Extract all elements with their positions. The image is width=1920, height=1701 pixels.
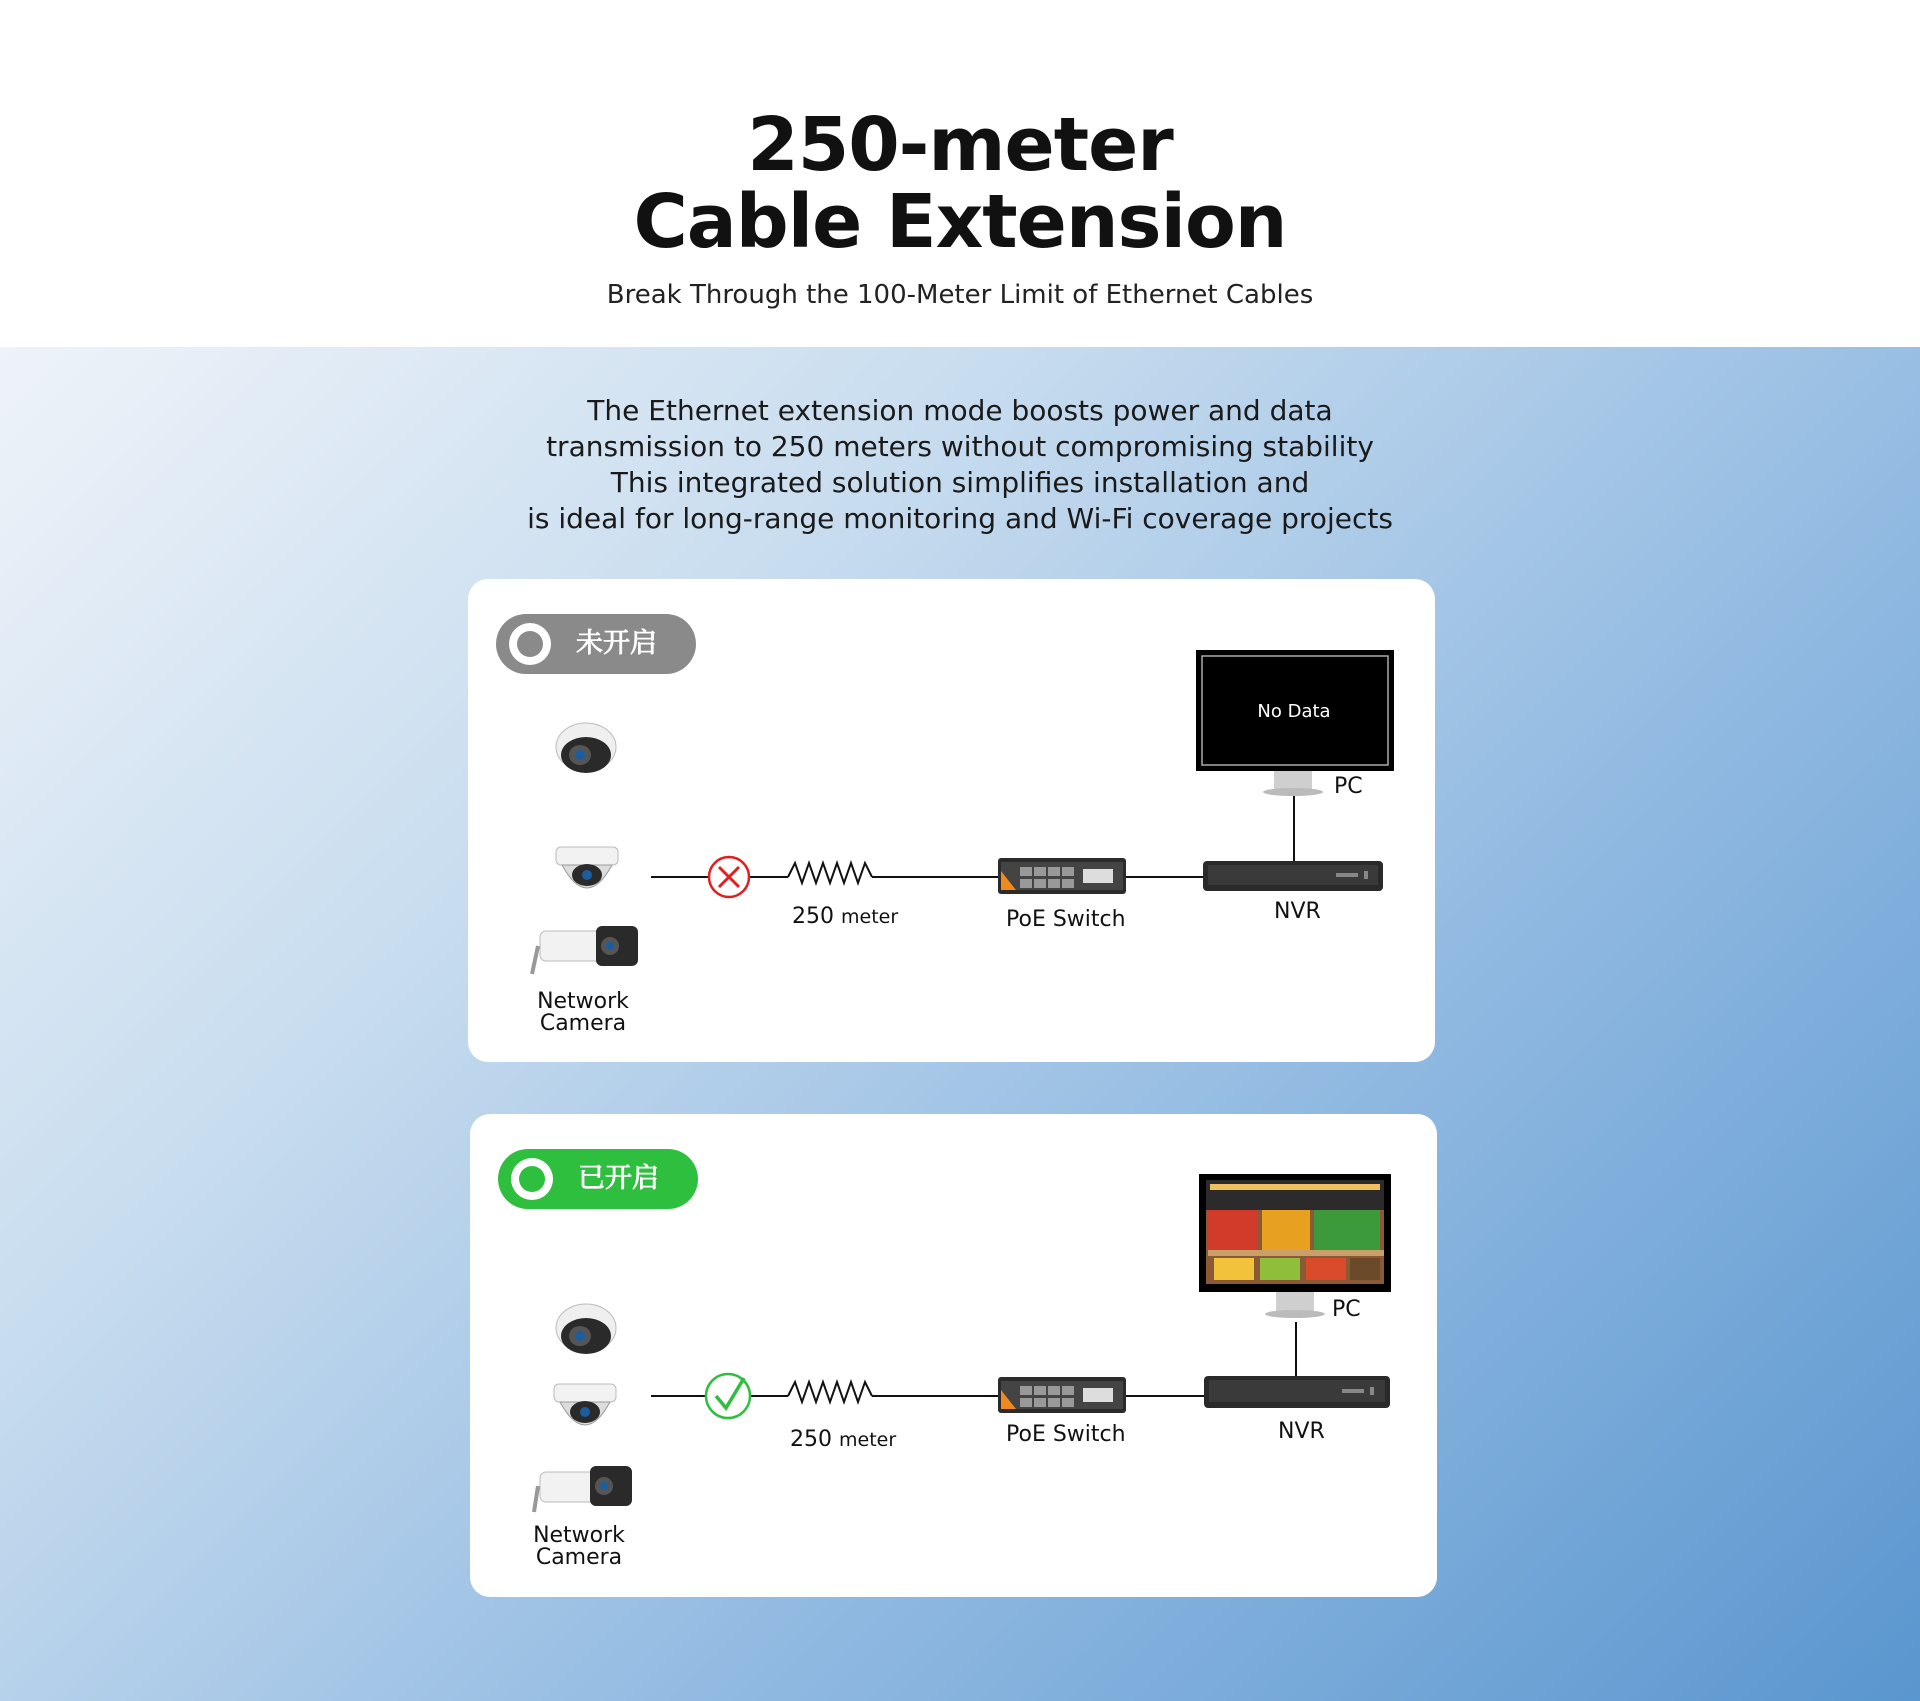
switch-label: PoE Switch (1006, 1422, 1126, 1447)
bullet-camera-icon (534, 1466, 632, 1512)
nvr-label: NVR (1274, 899, 1321, 924)
status-ring-icon (511, 1158, 553, 1200)
poe-switch-icon (998, 858, 1126, 894)
dome-camera-icon (556, 847, 618, 888)
page-title-line2: Cable Extension (633, 179, 1287, 265)
distance-label (790, 1427, 896, 1452)
status-badge-off (496, 614, 696, 674)
cable-coil-icon (788, 1382, 872, 1402)
camera-label (513, 991, 653, 1035)
header (0, 0, 1920, 347)
status-label: 未开启 (576, 628, 657, 659)
description-line: is ideal for long-range monitoring and Wi-Fi coverage projects (527, 502, 1393, 535)
camera-label-line2: Camera (539, 1011, 627, 1036)
bullet-camera-icon (532, 926, 638, 974)
description-line: The Ethernet extension mode boosts power and data (587, 394, 1333, 427)
nvr-icon (1203, 861, 1383, 891)
pc-monitor-icon (1199, 1174, 1391, 1318)
status-label: 已开启 (578, 1163, 659, 1194)
screen-text: No Data (1257, 701, 1331, 722)
status-ring-icon (509, 623, 551, 665)
dome-camera-icon (554, 1384, 616, 1425)
cable-coil-icon (788, 863, 872, 883)
turret-camera-icon (556, 1304, 616, 1354)
turret-camera-icon (556, 723, 616, 773)
distance-unit: meter (839, 1429, 897, 1451)
description (0, 393, 1920, 537)
pc-label: PC (1334, 774, 1363, 799)
fail-x-icon (709, 857, 749, 897)
distance-unit: meter (841, 906, 899, 928)
pc-label: PC (1332, 1297, 1361, 1322)
status-badge-on (498, 1149, 698, 1209)
page-title-line1: 250-meter (747, 102, 1173, 188)
success-check-icon (706, 1374, 750, 1418)
page-subtitle: Break Through the 100-Meter Limit of Ethernet Cables (606, 280, 1314, 310)
nvr-label: NVR (1278, 1419, 1325, 1444)
camera-label-line2: Camera (535, 1545, 623, 1570)
distance-value: 250 (792, 904, 834, 929)
switch-label: PoE Switch (1006, 907, 1126, 932)
panel-extension-on (470, 1114, 1437, 1597)
poe-switch-icon (998, 1377, 1126, 1413)
distance-value: 250 (790, 1427, 832, 1452)
camera-label-line1: Network (537, 989, 629, 1014)
description-line: transmission to 250 meters without compromising stability (546, 430, 1374, 463)
nvr-icon (1204, 1376, 1390, 1408)
panel-extension-off (468, 579, 1435, 1062)
pc-monitor-icon (1196, 650, 1394, 796)
camera-label-line1: Network (533, 1523, 625, 1548)
camera-label (509, 1525, 649, 1569)
distance-label (792, 904, 898, 929)
description-line: This integrated solution simplifies installation and (610, 466, 1310, 499)
